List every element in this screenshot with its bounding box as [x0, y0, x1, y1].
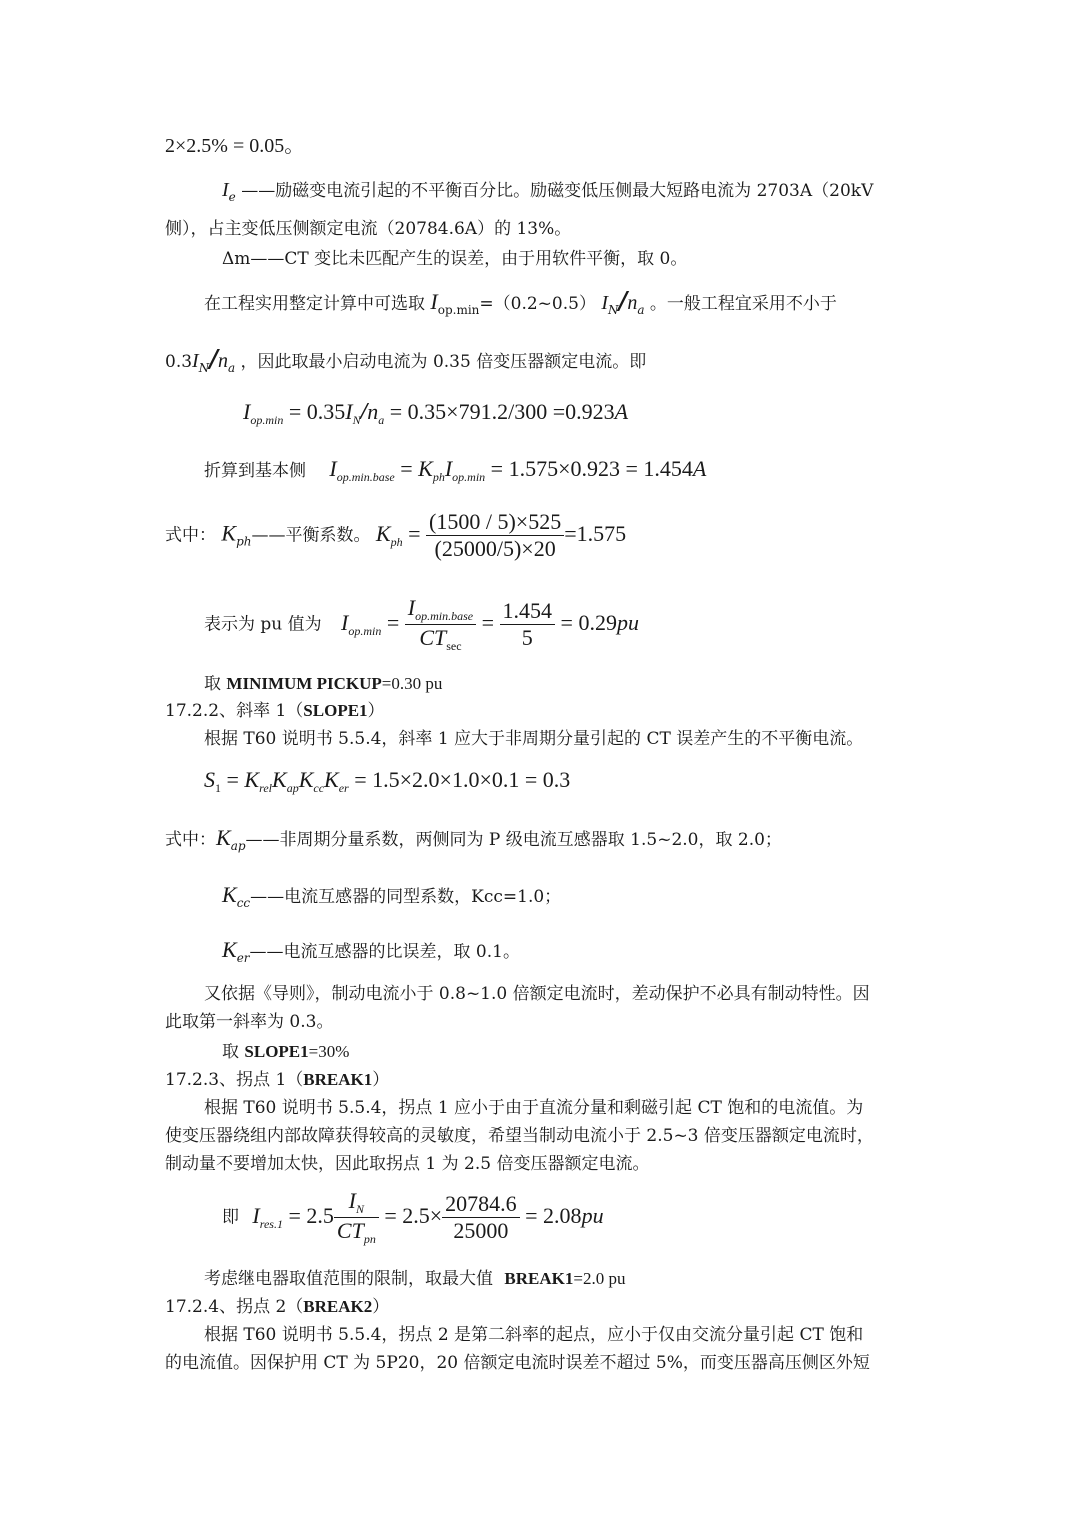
iop-base-symbol: I	[407, 595, 416, 620]
kap-symbol: K	[272, 767, 287, 792]
eq4-eq: =	[386, 609, 400, 635]
kph-symbol: K	[418, 456, 433, 481]
kcc-subscript: cc	[236, 896, 251, 910]
formula-iop-min	[243, 400, 628, 426]
break2-paragraph-line2: 的电流值。因保护用 CT 为 5P20，20 倍额定电流时误差不超过 5%，而变压器高压侧区外短	[165, 1353, 870, 1373]
iop-subscript: op.min	[250, 413, 284, 427]
na-subscript: a	[637, 303, 645, 317]
divide-slash: /	[360, 399, 368, 425]
ct-symbol: CT	[336, 1218, 364, 1243]
section-heading-17-2-4	[165, 1298, 389, 1316]
krel-symbol: K	[244, 767, 260, 792]
take-pre: 考虑继电器取值范围的限制，取最大值	[204, 1269, 493, 1289]
ires-fraction-2	[442, 1193, 520, 1242]
take-pre: 取	[204, 674, 221, 694]
section-heading-17-2-2	[165, 702, 385, 720]
min-current-paragraph	[165, 344, 647, 375]
na-symbol: n	[627, 292, 638, 314]
setting-name: MINIMUM PICKUP	[226, 674, 382, 693]
eq2-eq: =	[400, 456, 413, 481]
heading-post: ）	[367, 701, 385, 721]
in-symbol: I	[192, 350, 199, 372]
take-minimum-pickup	[204, 675, 442, 693]
eq1-coef: = 0.35	[288, 399, 346, 424]
ie-symbol: I	[222, 179, 229, 201]
eq1-unit: A	[614, 399, 629, 424]
section-heading-17-2-3	[165, 1071, 389, 1089]
heading-pre: 17.2.4、拐点 2（	[165, 1297, 304, 1317]
in-subscript: N	[356, 1202, 365, 1216]
formula-lhs: 2×2.5%	[165, 135, 228, 157]
break1-paragraph-line3: 制动量不要增加太快，因此取拐点 1 为 2.5 倍变压器额定电流。	[165, 1154, 650, 1174]
kap-text: ——非周期分量系数，两侧同为 P 级电流互感器取 1.5~2.0，取 2.0；	[245, 830, 782, 850]
eq6-coef2: = 2.5×	[384, 1202, 443, 1228]
divide-slash: /	[209, 344, 218, 373]
iop-base-subscript: op.min.base	[336, 470, 395, 484]
kph-subscript: ph	[432, 470, 445, 484]
setting-value: =2.0 pu	[573, 1269, 626, 1288]
ires-subscript: res.1	[259, 1216, 283, 1231]
take-pre: 取	[222, 1042, 239, 1062]
iop-subscript: op.min	[452, 470, 486, 484]
range-pre: 在工程实用整定计算中可选取	[204, 294, 425, 314]
in-symbol: I	[348, 1188, 356, 1213]
iop-symbol: I	[243, 399, 251, 424]
na-subscript: a	[227, 361, 236, 375]
na-subscript: a	[378, 413, 385, 427]
kph-subscript-2: ph	[390, 534, 403, 549]
ie-text: ——励磁变电流引起的不平衡百分比。励磁变低压侧最大短路电流为 2703A（20kV	[241, 181, 874, 201]
eq6-label: 即	[222, 1207, 239, 1228]
eq2-result: = 1.575×0.923 = 1.454	[490, 456, 693, 481]
heading-bold: SLOPE1	[303, 701, 368, 720]
ires-result: = 2.08	[525, 1202, 582, 1228]
min-current-text: ，因此取最小启动电流为 0.35 倍变压器额定电流。即	[240, 352, 647, 372]
guide-paragraph-line1: 又依据《导则》，制动电流小于 0.8~1.0 倍额定电流时，差动保护不必具有制动特性。因	[204, 984, 870, 1004]
ct-symbol: CT	[419, 625, 447, 650]
formula-ires1	[222, 1190, 604, 1245]
range-post: 。一般工程宜采用不小于	[649, 294, 837, 314]
formula-error-total	[165, 136, 304, 156]
divide-slash: /	[618, 286, 628, 315]
kap-symbol: K	[216, 825, 231, 850]
range-values: =（0.2~0.5）	[479, 294, 596, 314]
pu-fraction-1	[405, 597, 476, 652]
in-subscript: N	[198, 361, 210, 375]
iop-base-subscript: op.min.base	[415, 609, 474, 623]
ie-definition	[222, 180, 873, 203]
pu-denominator: 5	[521, 625, 533, 650]
heading-pre: 17.2.3、拐点 1（	[165, 1070, 304, 1090]
formula-s1	[204, 769, 570, 794]
ker-symbol: K	[222, 937, 237, 962]
kcc-symbol: K	[298, 767, 314, 792]
kph-symbol-2: K	[375, 520, 391, 546]
ires-unit: pu	[581, 1202, 604, 1228]
s1-symbol: S	[204, 767, 215, 792]
kph-fraction	[426, 511, 564, 560]
ie-subscript: e	[228, 190, 236, 204]
setting-value: =30%	[308, 1042, 350, 1061]
kph-desc: ——平衡系数。	[251, 525, 371, 546]
eq3-eq: =	[408, 520, 421, 546]
kcc-definition	[222, 884, 561, 909]
s1-subscript: 1	[215, 781, 221, 795]
guide-paragraph-line2: 此取第一斜率为 0.3。	[165, 1012, 334, 1032]
eq3-label: 式中：	[165, 525, 216, 546]
eq4-label: 表示为 pu 值为	[204, 614, 322, 635]
na-symbol: n	[217, 350, 228, 372]
ker-subscript: er	[236, 951, 250, 965]
pu-result: = 0.29	[560, 609, 617, 635]
in-subscript: N	[608, 303, 619, 317]
kap-subscript: ap	[230, 839, 246, 853]
ie-continuation: 侧），占主变低压侧额定电流（20784.6A）的 13%。	[165, 219, 572, 239]
delta-m-definition: Δm——CT 变比未匹配产生的误差，由于用软件平衡，取 0。	[222, 249, 688, 269]
formula-iop-base	[204, 458, 706, 483]
break1-paragraph-line2: 使变压器绕组内部故障获得较高的灵敏度，希望当制动电流小于 2.5~3 倍变压器额定电流时，	[165, 1126, 874, 1146]
ires-symbol: I	[252, 1202, 260, 1228]
kph-denominator: (25000/5)×20	[434, 536, 556, 561]
iop-symbol: I	[444, 456, 453, 481]
heading-post: ）	[372, 1297, 390, 1317]
eq2-label: 折算到基本侧	[204, 461, 306, 481]
na-symbol: n	[367, 399, 379, 424]
iop-base-symbol: I	[329, 456, 337, 481]
kph-numerator: (1500 / 5)×525	[426, 511, 564, 536]
ires-fraction-1	[334, 1190, 379, 1245]
ker-subscript: er	[338, 781, 349, 795]
ct-subscript: pn	[363, 1232, 376, 1246]
kap-label: 式中：	[165, 830, 216, 850]
take-break1	[204, 1270, 625, 1288]
kcc-text: ——电流互感器的同型系数，Kcc=1.0；	[250, 887, 562, 907]
formula-end: 。	[284, 135, 305, 157]
s1-result: = 1.5×2.0×1.0×0.1 = 0.3	[354, 767, 571, 792]
setting-value: =0.30 pu	[381, 674, 443, 693]
formula-rhs: 0.05	[249, 135, 285, 157]
setting-name: SLOPE1	[244, 1042, 309, 1061]
pu-fraction-2	[500, 600, 556, 649]
kap-definition	[165, 827, 782, 852]
formula-pu	[204, 597, 639, 652]
iop-symbol: I	[341, 609, 349, 635]
slope-paragraph: 根据 T60 说明书 5.5.4，斜率 1 应大于非周期分量引起的 CT 误差产生的不平衡电流。	[204, 729, 864, 749]
heading-bold: BREAK2	[303, 1297, 373, 1316]
heading-pre: 17.2.2、斜率 1（	[165, 701, 304, 721]
range-paragraph	[204, 286, 837, 317]
krel-subscript: rel	[259, 781, 272, 795]
ires-numerator: 20784.6	[442, 1193, 520, 1218]
eq4-eq2: =	[481, 609, 495, 635]
in-symbol: I	[345, 399, 353, 424]
heading-bold: BREAK1	[303, 1070, 373, 1089]
iop-subscript: op.min	[348, 623, 382, 638]
formula-kph	[165, 511, 626, 560]
eq1-result: = 0.35×791.2/300 =0.923	[389, 399, 615, 424]
eq2-unit: A	[692, 456, 707, 481]
ct-subscript: sec	[446, 639, 462, 653]
in-symbol: I	[601, 292, 609, 314]
ker-text: ——电流互感器的比误差，取 0.1。	[249, 942, 520, 962]
ker-symbol: K	[324, 767, 339, 792]
eq6-coef: = 2.5	[288, 1202, 334, 1228]
kcc-subscript: cc	[313, 781, 325, 795]
break2-paragraph-line1: 根据 T60 说明书 5.5.4，拐点 2 是第二斜率的起点，应小于仅由交流分量引起 CT 饱和	[204, 1325, 864, 1345]
take-slope1	[222, 1043, 349, 1061]
coef: 0.3	[165, 352, 193, 372]
formula-eq: =	[232, 135, 245, 157]
in-subscript: N	[352, 413, 361, 427]
eq5-eq: =	[226, 767, 239, 792]
pu-numerator: 1.454	[500, 600, 556, 625]
setting-name: BREAK1	[504, 1269, 574, 1288]
kap-subscript: ap	[286, 781, 299, 795]
iop-symbol: I	[430, 289, 438, 314]
ires-denominator: 25000	[453, 1218, 509, 1243]
ker-definition	[222, 939, 520, 964]
pu-unit: pu	[616, 609, 639, 635]
kph-subscript: ph	[236, 534, 252, 549]
kph-symbol: K	[221, 520, 237, 546]
kph-result: =1.575	[564, 520, 627, 546]
heading-post: ）	[372, 1070, 390, 1090]
iop-subscript: op.min	[437, 303, 480, 317]
break1-paragraph-line1: 根据 T60 说明书 5.5.4，拐点 1 应小于由于直流分量和剩磁引起 CT 饱和的电流值。为	[204, 1098, 864, 1118]
kcc-symbol: K	[222, 882, 237, 907]
